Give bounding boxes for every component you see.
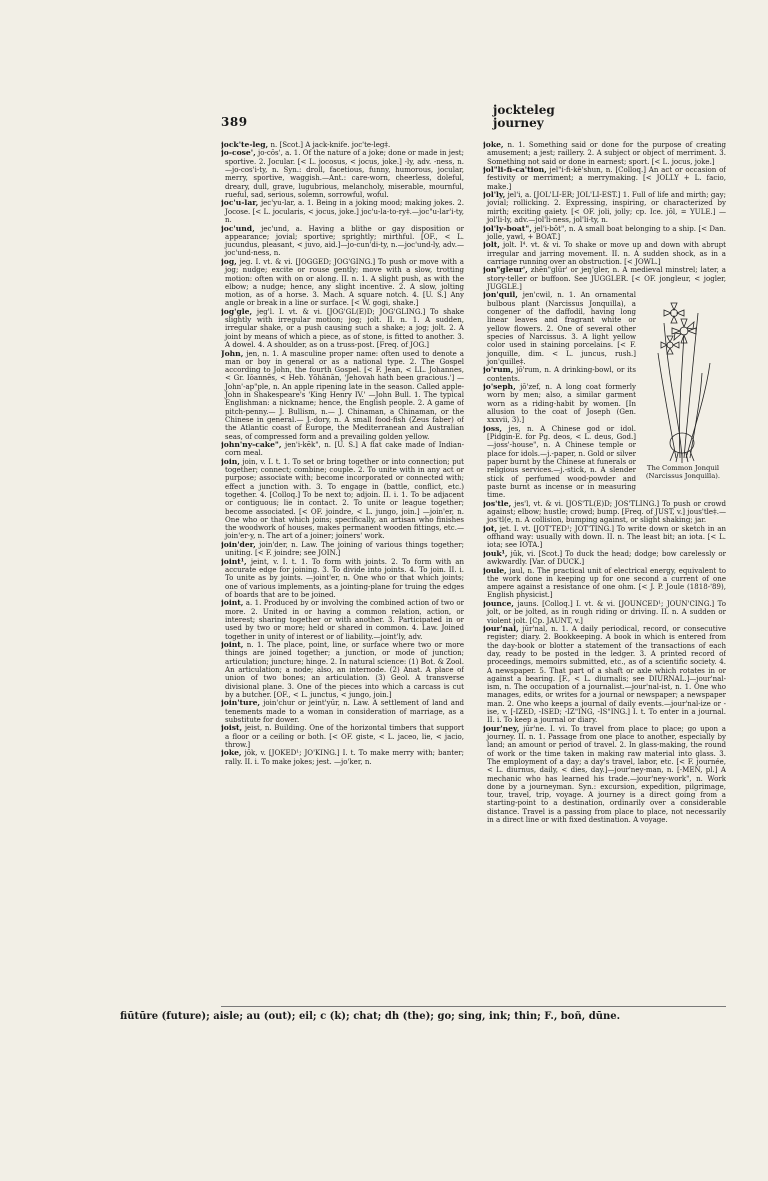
entry-definition: jōk, v. [JOKED¹; JO'KING.] I. t. To make merry with; banter; rally. II. i. To make jokes; jest. —jo'ker, n. [225, 748, 464, 766]
entry-headword: jour'ney, [483, 723, 520, 733]
entry-headword: jouk¹, [483, 548, 508, 558]
dictionary-entry [221, 749, 464, 766]
entry-definition: jo-cōs', a. 1. Of the nature of a joke; done or made in jest; sportive. 2. Jocular. [< L. jocosus, < jocus, joke.] -ly, adv. -ness, n.—jo-cos'i-ty, n. Syn.: droll, facetious, funny, humorous, jocular, merry, sportive, waggish.—Ant.: care-worn, cheerless, doleful, dreary, dull, grave, lugubrious, melancholy, miserable, mournful, rueful, sad, serious, solemn, sorrowful, woful. [225, 148, 464, 199]
dictionary-entry [221, 699, 464, 724]
entry-definition: jauns. [Colloq.] I. vt. & vi. [JOUNCED¹; JOUN'CING.] To jolt, or be jolted, as in rough riding or driving. II. n. A sudden or violent jolt. [Cp. JAUNT, v.] [487, 598, 726, 625]
entry-definition: jeg. I. vt. & vi. [JOGGED; JOG'GING.] To push or move with a jog; nudge; excite or rouse gently; move with a slow, trotting motion: often with on or along. II. n. 1. A slight push, as with the elbow; a nudge; hence, any slight incentive. 2. A slow, jolting motion, as of a horse. 3. Mach. A square notch. 4. [U. S.] Any angle or break in a line or surface. [< W. gogi, shake.] [225, 256, 464, 308]
entry-definition: jen'i-kēk", n. [U. S.] A flat cake made of Indian-corn meal. [225, 440, 464, 458]
dictionary-entry [221, 225, 464, 258]
guide-words [493, 104, 555, 130]
entry-definition: zhēn"glūr' or jeŋ'gler, n. A medieval minstrel; later, a story-teller or buffoon. See JUGGLER. [< OF. jongleur, < jogler, JUGGLE.] [487, 265, 726, 291]
dictionary-entry [221, 308, 464, 349]
dictionary-entry [483, 525, 726, 550]
entry-headword: john'ny-cake", [221, 440, 282, 449]
entry-headword: joss, [483, 423, 503, 433]
entry-headword: jol"li-fi-ca'tion, [483, 165, 547, 175]
entry-definition: jes, n. A Chinese god or idol. [Pidgin-E. for Pg. deos, < L. deus, God.]—joss'-house", n. A Chinese temple or place for idols.—j.-paper, n. Gold or silver paper burnt by the Chinese at funerals or religious services.—j.-stick, n. A slender stick of perfumed wood-powder and paste burnt as incense or in measuring time. [487, 423, 636, 500]
entry-definition: n. [Scot.] A jack-knife. joc'te-leg‡. [270, 141, 391, 149]
entry-definition: jel'i, a. [JOL'LI-ER; JOL'LI-EST.] 1. Full of life and mirth; gay; jovial; rollicking. 2. Expressing, inspiring, or characterized by mirth; exciting gaiety. [< OF. joli, jolly; cp. Ice. jōl, = YULE.] —jol'li-ly, adv.—jol'li-ness, jol'li-ty, n. [487, 190, 726, 225]
jonquil-illustration [640, 293, 726, 483]
dictionary-entry [221, 149, 464, 199]
left-column [221, 141, 464, 1004]
entry-definition: jeint, v. I. t. 1. To form with joints. 2. To form with an accurate edge for joining. 3. To divide into joints. 4. To join. II. i. To unite as by joints. —joint'er, n. One who or that which joints; one of various implements, as a jointing-plane for truing the edges of boards that are to be joined. [225, 556, 464, 599]
entry-headword: jolt, [483, 240, 500, 250]
entry-headword: joint, [221, 640, 244, 650]
entry-definition: jel"i-fi-kē'shun, n. [Colloq.] An act or occasion of festivity or merriment; a merrymaking. [< JOLLY + L. facio, make.] [487, 165, 726, 191]
entry-headword: jot, [483, 523, 497, 533]
pronunciation-key: fiūtūre (future); aisle; au (out); eil; c (k); chat; dh (the); go; sing, ink; thin; F., boñ, dūne. [120, 1011, 621, 1022]
entry-definition: jaul, n. The practical unit of electrical energy, equivalent to the work done in keeping up for one second a current of one ampere against a resistance of one ohm. [< J. P. Joule (1818-'89), English physicist.] [487, 565, 726, 600]
dictionary-entry [221, 641, 464, 699]
entry-headword: jounce, [483, 598, 514, 608]
entry-headword: jo'rum, [483, 365, 514, 375]
entry-headword: jon"gleur', [483, 265, 528, 275]
entry-definition: jen, n. 1. A masculine proper name: often used to denote a man or boy in general or as a national type. 2. The Gospel according to John, the fourth Gospel. [< F. Jean, < LL. Johannes, < Gr. Iōannēs, < Heb. Yōhānān, 'Jehovah hath been gracious.'] —John'-ap"ple, n. An apple ripening late in the season. Called apple-John in Shakespeare's 'King Henry IV.' —John Bull. 1. The typical Englishman: a nickname; hence, the English people. 2. A game of pitch-penny.— J. Bullism, n.— J. Chinaman, a Chinaman, or the Chinese in general.— J.-dory, n. A small food-fish (Zeus faber) of the Atlantic coast of Europe, the Mediterranean and Australian seas, of compressed form and a prevailing golden yellow. [225, 348, 464, 441]
page-number: 389 [221, 115, 248, 129]
entry-definition: join'der, n. Law. The joining of various things together; uniting. [< F. joindre; see JOIN.] [225, 539, 464, 558]
entry-definition: jō'rum, n. A drinking-bowl, or its contents. [487, 365, 636, 383]
entry-headword: joke, [483, 141, 504, 149]
right-column-top-entries [483, 141, 726, 291]
right-column [483, 141, 726, 1002]
entry-definition: jes'l, vt. & vi. [JOS'TL(E)D; JOS'TLING.] To push or crowd against; elbow; hustle; crowd; bump. [Freq. of JUST, v.] jous'tle‡.—jos'tl(e, n. A collision, bumping against, or slight shaking; jar. [487, 498, 726, 525]
entry-definition: jec'und, a. Having a blithe or gay disposition or appearance; jovial; sportive; sprightly; mirthful. [OF., < L. jucundus, pleasant, < juvo, aid.]—jo-cun'di-ty, n.—joc'und-ly, adv.—joc'und-ness, n. [225, 223, 464, 258]
dictionary-entry [483, 625, 726, 725]
entry-definition: jel'i-bōt", n. A small boat belonging to a ship. [< Dan. jolle, yawl, + BOAT.] [487, 223, 726, 241]
entry-headword: jos'tle, [483, 498, 512, 508]
entry-headword: joke, [221, 748, 242, 758]
entry-headword: jog, [221, 256, 237, 266]
entry-definition: jen'cwil, n. 1. An ornamental bulbous plant (Narcissus Jonquilla), a congener of the daffodil, having long linear leaves and fragrant white or yellow flowers. 2. One of several other species of Narcissus. 3. A light yellow color used in staining porcelains. [< F. jonquille, dim. < L. juncus, rush.] jon'quille‡. [487, 290, 636, 366]
dictionary-entry [221, 350, 464, 441]
dictionary-entry [483, 225, 726, 242]
entry-headword: jo-cose', [221, 148, 256, 158]
dictionary-entry [483, 141, 726, 166]
entry-headword: joule, [483, 565, 507, 575]
entry-headword: jol'ly, [483, 190, 506, 200]
entry-headword: jol'ly-boat", [483, 223, 532, 233]
entry-headword: joint¹, [221, 556, 247, 566]
guide-word-last: journey [493, 116, 544, 130]
entry-headword: jo'seph, [483, 382, 516, 392]
entry-headword: joist, [221, 723, 243, 733]
entry-headword: joc'u-lar, [221, 198, 259, 208]
jonquil-plant-icon [640, 293, 726, 463]
right-column-bottom-entries [483, 500, 726, 825]
entry-definition: join'chur or jeint'yūr, n. Law. A settlement of land and tenements made to a woman in consideration of marriage, as a substitute for dower. [225, 698, 464, 724]
entry-definition: jūr'ne. I. vi. To travel from place to place; go upon a journey. II. n. 1. Passage from one place to another, especially by land; an amount or period of travel. 2. In glass-making, the round of work or the time taken in making raw material into glass. 3. The employment of a day; a day's travel, labor, etc. [< F. journée, < L. diurnus, daily, < dies, day.]—jour'ney-man, n. [-MEN, pl.] A mechanic who has learned his trade.—jour'ney-work", n. Work done by a journeyman. Syn.: excursion, expedition, pilgrimage, tour, travel, trip, voyage. A journey is a direct going from a starting-point to a destination, ordinarily over a considerable distance. Travel is a passing from place to place, not necessarily in a direct line or with fixed destination. A voyage. [487, 723, 726, 825]
entry-definition: a. 1. Produced by or involving the combined action of two or more. 2. United in or having a common relation, action, or interest; sharing together or with another. 3. Participated in or used by two or more; held or shared in common. 4. Law. Joined together in unity of interest or of liability.—joint'ly, adv. [225, 598, 464, 641]
figure-caption: The Common Jonquil (Narcissus Jonquilla). [645, 464, 721, 481]
entry-headword: jour'nal, [483, 624, 519, 634]
guide-word-first: jockteleg [493, 103, 555, 117]
entry-definition: jeg'l. I. vt. & vi. [JOG'GL(E)D; JOG'GLING.] To shake slightly with irregular motion; jog; jolt. II. n. 1. A sudden, irregular shake, or a push causing such a shake; a jog; jolt. 2. A joint by means of which a piece, as of stone, is fitted to another. 3. A dowel. 4. A shoulder, as on a truss-post. [Freq. of JOG.] [225, 306, 464, 350]
dictionary-entry [483, 500, 726, 525]
entry-definition: jolt. I⁴. vt. & vi. To shake or move up and down with abrupt irregular and jarring movement. II. n. A sudden shock, as in a carriage running over an obstruction. [< JOWL.] [487, 240, 726, 266]
dictionary-entry [483, 567, 726, 600]
entry-definition: join, v. I. t. 1. To set or bring together or into connection; put together; connect; combine; couple. 2. To unite with in any act or purpose; associate with; become incorporated or connected with; effect a junction with. 3. To engage in (battle, conflict, etc.) together. 4. [Colloq.] To be next to; adjoin. II. i. 1. To be adjacent or contiguous; lie in contact. 2. To unite or league together; become associated. [< OF. joindre, < L. jungo, join.] —join'er, n. One who or that which joins; specifically, an artisan who finishes the woodwork of houses, makes permanent wooden fittings, etc.—join'er-y, n. The art of a joiner; joiners' work. [225, 456, 464, 541]
dictionary-entry [221, 258, 464, 308]
dictionary-entry [483, 600, 726, 625]
entry-definition: jet. I. vt. [JOT'TED¹; JOT'TING.] To write down or sketch in an offhand way: usually with down. II. n. The least bit; an iota. [< L. iota; see IOTA.] [487, 523, 726, 550]
dictionary-entry [483, 241, 726, 266]
entry-headword: jock'te-leg, [221, 141, 269, 149]
dictionary-entry [221, 199, 464, 224]
entry-definition: n. 1. The place, point, line, or surface where two or more things are joined together; a junction, or mode of junction; articulation; juncture; hinge. 2. In natural science: (1) Bot. & Zool. An articulation; a node; also, an internode. (2) Anat. A place of union of two bones; an articulation. (3) Geol. A transverse divisional plane. 3. One of the pieces into which a carcass is cut by a butcher. [OF., < L. junctus, < jungo, join.] [225, 640, 464, 699]
footer-rule [221, 1006, 726, 1007]
dictionary-entry [221, 558, 464, 599]
dictionary-entry [483, 266, 726, 291]
entry-definition: n. 1. Something said or done for the purpose of creating amusement; a jest; raillery. 2. A subject or object of merriment. 3. Something not said or done in earnest; sport. [< L. jocus, joke.] [487, 141, 726, 166]
entry-headword: joint, [221, 598, 244, 608]
dictionary-entry [483, 550, 726, 567]
dictionary-entry [221, 724, 464, 749]
entry-headword: jog'gle, [221, 306, 253, 316]
dictionary-entry [221, 441, 464, 458]
entry-definition: jūk, vi. [Scot.] To duck the head; dodge; bow carelessly or awkwardly. [Var. of DUCK.] [487, 548, 726, 567]
entry-headword: join'ture, [221, 698, 261, 708]
dictionary-entry [483, 725, 726, 825]
dictionary-entry [221, 599, 464, 640]
entry-headword: join'der, [221, 539, 256, 549]
entry-definition: jeist, n. Building. One of the horizontal timbers that support a floor or a ceiling or both. [< OF. giste, < L. jaceo, lie, < jacio, throw.] [225, 723, 464, 749]
dictionary-entry [483, 191, 726, 224]
dictionary-entry [221, 458, 464, 541]
dictionary-entry [483, 166, 726, 191]
entry-headword: joc'und, [221, 223, 255, 233]
entry-definition: jō'zef, n. A long coat formerly worn by men; also, a similar garment worn as a riding-habit by women. [In allusion to the coat of Joseph (Gen. xxxvii, 3).] [487, 382, 636, 425]
entry-headword: jon'quil, [483, 290, 518, 300]
entry-headword: John, [221, 348, 244, 358]
dictionary-entry [221, 541, 464, 558]
entry-definition: jec'yu-lar, a. 1. Being in a joking mood; making jokes. 2. Jocose. [< L. jocularis, < jocus, joke.] joc'u-la-to-ry‡.—joc"u-lar'i-ty, n. [225, 198, 464, 225]
entry-definition: jūr'nal, n. 1. A daily periodical, record, or consecutive register; diary. 2. Bookkeeping. A book in which is entered from the day-book or blotter a statement of the transactions of each day, ready to be posted in the ledger. 3. A printed record of proceedings, memoirs submitted, etc., as of a scientific society. 4. A newspaper. 5. That part of a shaft or axle which rotates in or against a bearing. [F., < L. diurnalis; see DIURNAL.]—jour'nal-ism, n. The occupation of a journalist.—jour'nal-ist, n. 1. One who manages, edits, or writes for a journal or newspaper; a newspaper man. 2. One who keeps a journal of daily events.—jour'nal-ize or -ise, v. [-IZED, -ISED; -IZ"ING, -IS"ING.] I. t. To enter in a journal. II. i. To keep a journal or diary. [487, 624, 726, 725]
entry-headword: join, [221, 456, 240, 466]
